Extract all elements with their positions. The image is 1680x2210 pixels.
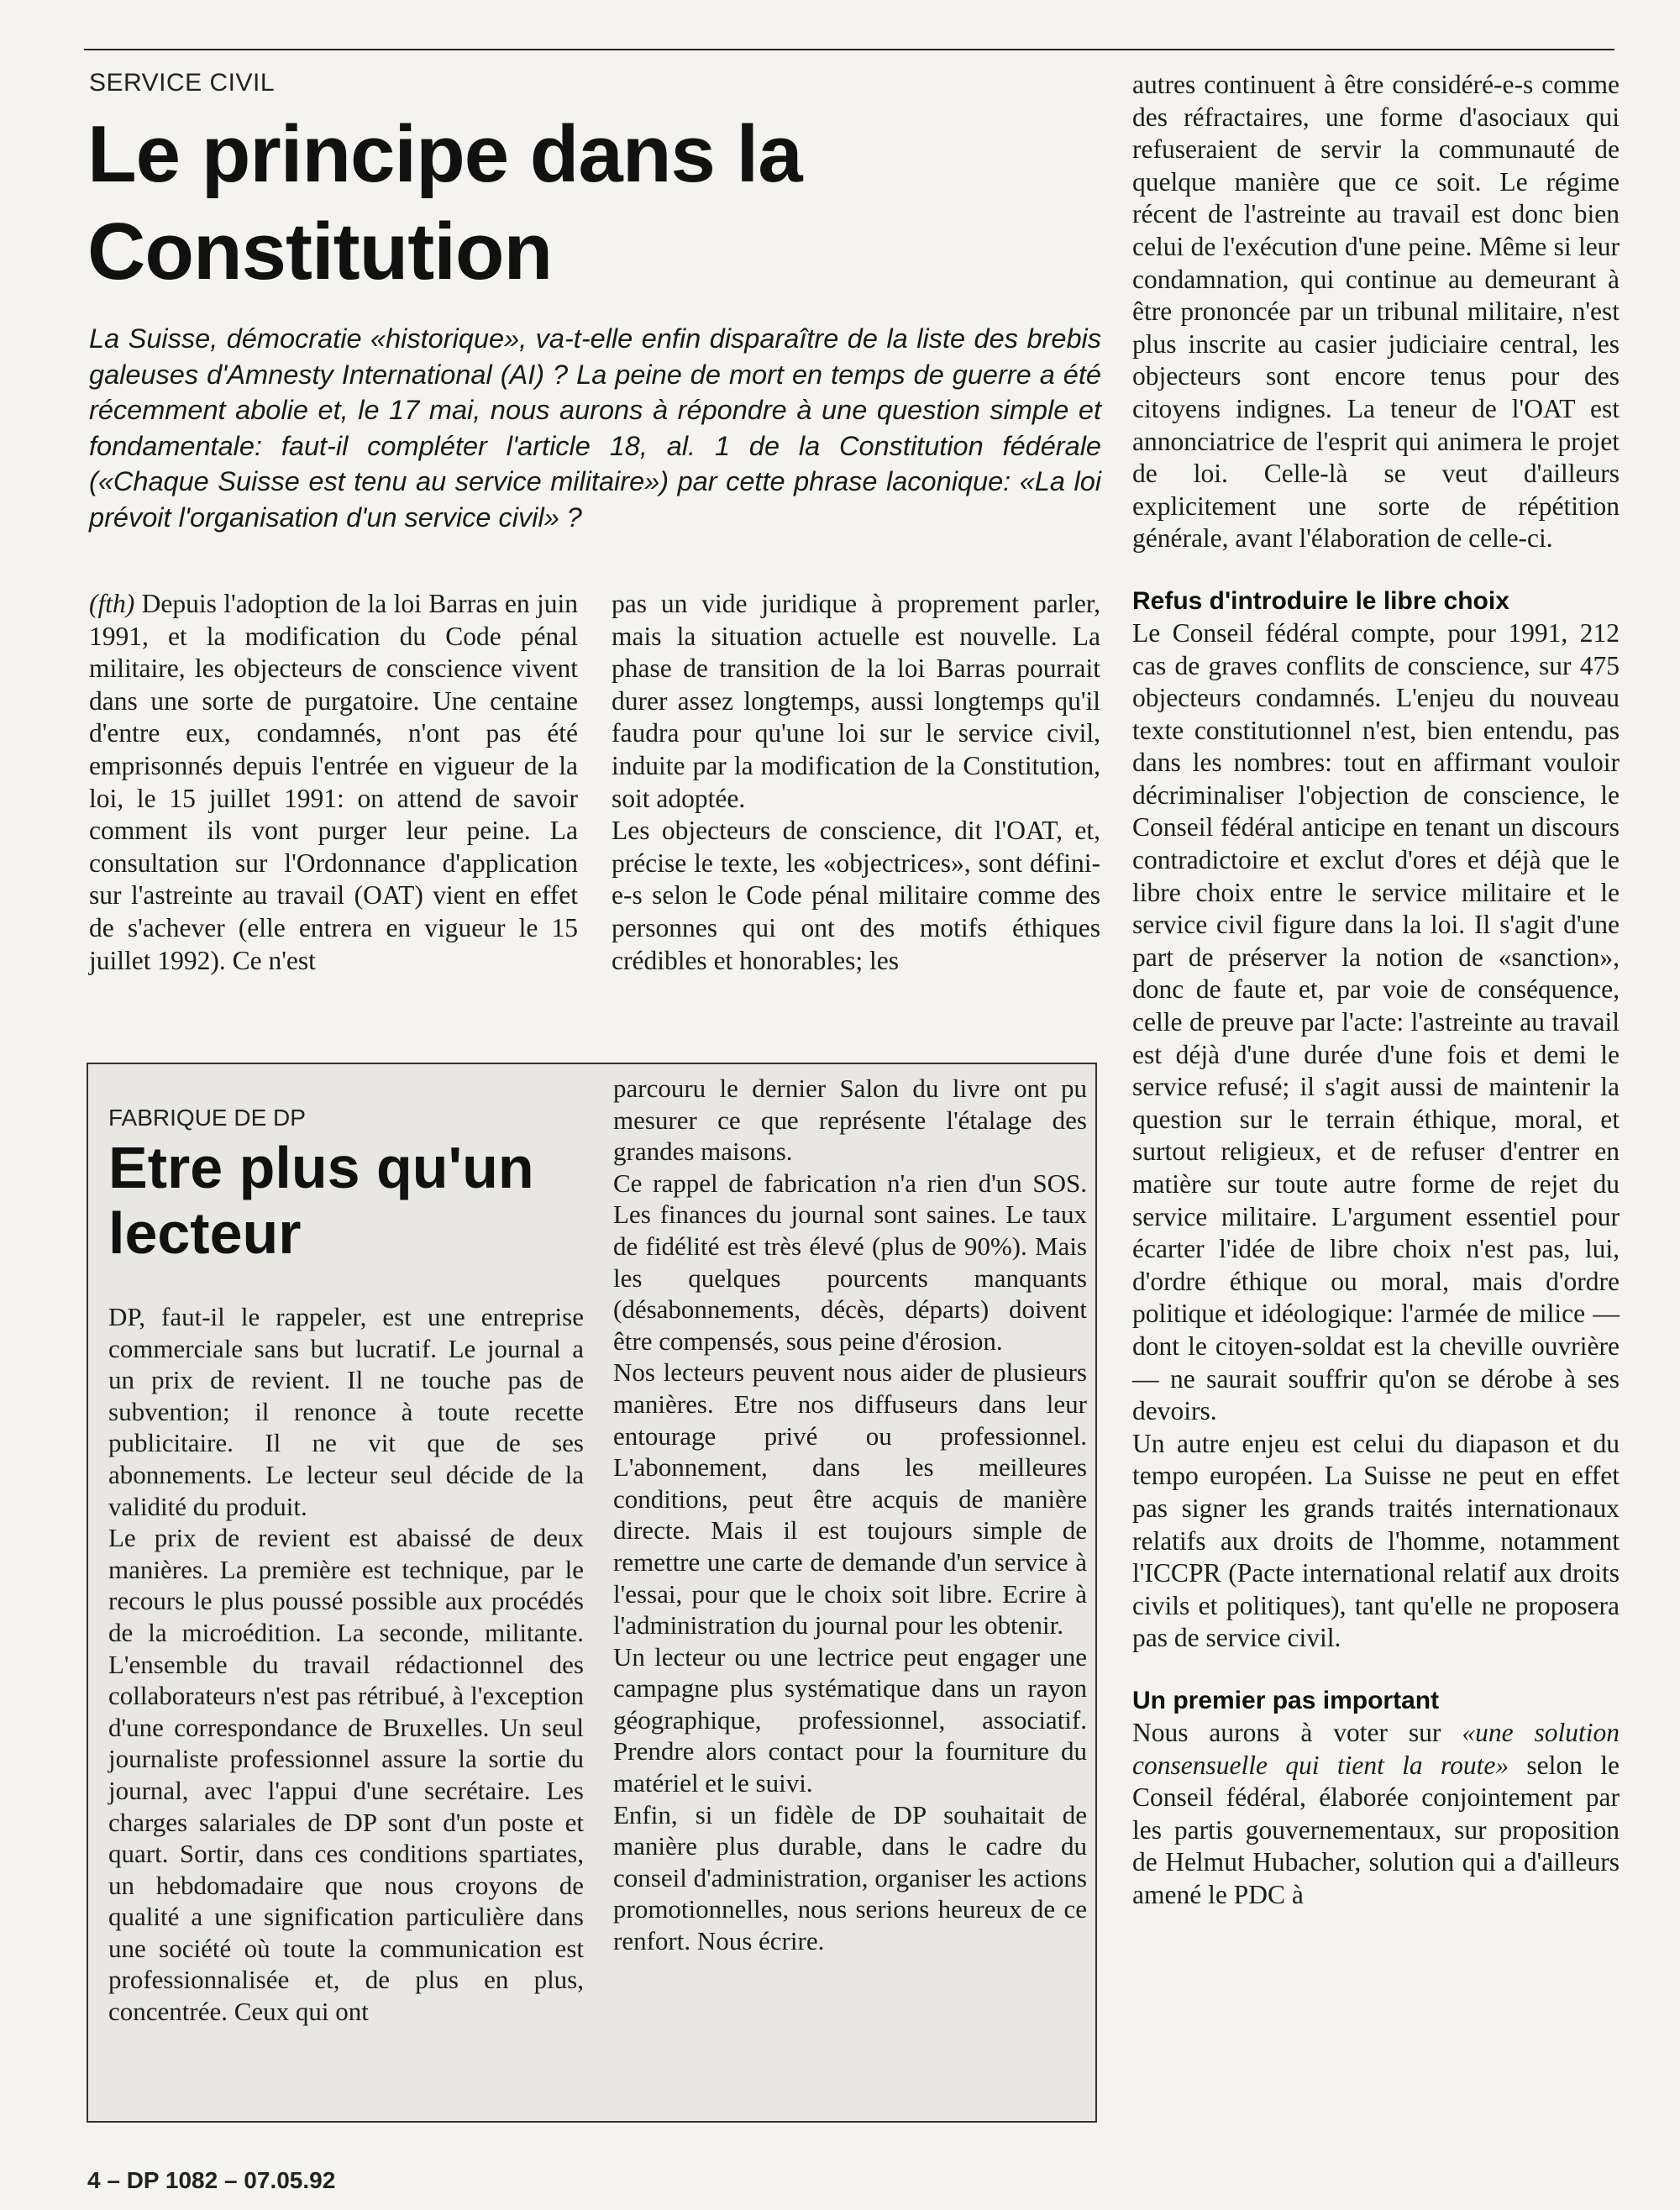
sidebar-paragraph: Le prix de revient est abaissé de deux manières. La première est technique, par le recours le plus poussé possible aux procédés de la microédition. La seconde, militante. L'ensemble du travail rédactionnel des collaborateurs n'est pas rétribué, à l'exception d'une correspondance de Bruxelles. Un seul journaliste professionnel assure la sortie du journal, avec l'appui d'une secrétaire. Les charges salariales de DP sont d'un poste et quart. Sortir, dans ces conditions spartiates, un hebdomadaire que nous croyons de qualité a une signification particulière dans une société où toute la communication est professionnalisée et, de plus en plus, concentrée. Ceux qui ont [108, 1523, 584, 2027]
article-column-2 [612, 588, 1100, 977]
sidebar-column-2 [613, 1073, 1087, 1957]
article-paragraph: Un autre enjeu est celui du diapason et du tempo européen. La Suisse ne peut en effet pas signer les grands traités internationaux relatifs aux droits de l'homme, notamment l'ICCPR (Pacte international relatif aux droits civils et politiques), tant qu'elle ne proposera pas de service civil. [1132, 1428, 1620, 1653]
sidebar-box [87, 1063, 1097, 2123]
article-title: Le principe dans la Constitution [87, 109, 802, 297]
section-kicker: SERVICE CIVIL [89, 69, 276, 97]
article-paragraph: Nous aurons à voter sur «une solution consensuelle qui tient la route» selon le Conseil fédéral, élaborée conjointement par les partis gouvernementaux, sur proposition de Helmut Hubacher, solution qui a d'ailleurs amené le PDC à [1132, 1717, 1620, 1909]
sidebar-paragraph: parcouru le dernier Salon du livre ont pu mesurer ce que représente l'étalage des grandes maisons. [613, 1074, 1087, 1167]
sidebar-paragraph: Ce rappel de fabrication n'a rien d'un SOS. Les finances du journal sont saines. Le taux de fidélité est très élevé (plus de 90%). Mais les quelques pourcents manquants (désabonnements, décès, départs) doivent être compensés, sous peine d'érosion. [613, 1168, 1087, 1356]
sidebar-paragraph: Enfin, si un fidèle de DP souhaitait de manière plus durable, dans le cadre du conseil d'administration, organiser les actions promotionnelles, nous serions heureux de ce renfort. Nous écrire. [613, 1799, 1087, 1956]
article-column-1 [89, 588, 578, 977]
sidebar-kicker: FABRIQUE DE DP [108, 1105, 306, 1131]
sidebar-title: Etre plus qu'un lecteur [108, 1135, 534, 1266]
byline: (fth) [89, 589, 135, 618]
article-paragraph: pas un vide juridique à proprement parler, mais la situation actuelle est nouvelle. La phase de transition de la loi Barras pourrait durer assez longtemps, aussi longtemps qu'il faudra pour qu'une loi sur le service civil, induite par la modification de la Constitution, soit adoptée. [612, 589, 1100, 813]
sidebar-paragraph: DP, faut-il le rappeler, est une entreprise commerciale sans but lucratif. Le journal a un prix de revient. Il ne touche pas de subvention; il renonce à toute recette publicitaire. Il ne vit que de ses abonnements. Le lecteur seul décide de la validité du produit. [108, 1302, 584, 1521]
article-paragraph: (fth) Depuis l'adoption de la loi Barras en juin 1991, et la modification du Code pénal militaire, les objecteurs de conscience vivent dans une sorte de purgatoire. Une centaine d'entre eux, condamnés, n'ont pas été emprisonnés depuis l'entrée en vigueur de la loi, le 15 juillet 1991: on attend de savoir comment ils vont purger leur peine. La consultation sur l'Ordonnance d'application sur l'astreinte au travail (OAT) vient en effet de s'achever (elle entrera en vigueur le 15 juillet 1992). Ce n'est [89, 589, 578, 975]
article-paragraph: autres continuent à être considéré-e-s comme des réfractaires, une forme d'asociaux qui refuseraient de servir la communauté de quelque manière que ce soit. Le régime récent de l'astreinte au travail est donc bien celui de l'exécution d'une peine. Même si leur condamnation, qui continue au demeurant à être prononcée par un tribunal militaire, n'est plus inscrite au casier judiciaire central, les objecteurs sont encore tenus pour des citoyens indignes. La teneur de l'OAT est annonciatrice de l'esprit qui animera le projet de loi. Celle-là se veut d'ailleurs explicitement une sorte de répétition générale, avant l'élaboration de celle-ci. [1132, 70, 1620, 554]
article-paragraph: Le Conseil fédéral compte, pour 1991, 212 cas de graves conflits de conscience, sur 475 objecteurs condamnés. L'enjeu du nouveau texte constitutionnel n'est, bien entendu, pas dans les nombres: tout en affirmant vouloir décriminaliser l'objection de conscience, le Conseil fédéral anticipe en tenant un discours contradictoire et exclut d'ores et déjà que le libre choix entre le service militaire et le service civil figure dans la loi. Il s'agit d'une part de préserver la notion de «sanction», donc de faute et, par voie de conséquence, celle de preuve par l'acte: l'astreinte au travail est déjà d'une durée d'une fois et demi le service refusé; il s'agit aussi de maintenir la question sur le terrain éthique, moral, et surtout religieux, et de refuser d'entrer en matière sur toute autre forme de rejet du service militaire. L'argument essentiel pour écarter l'idée de libre choix n'est pas, lui, d'ordre éthique ou moral, mais d'ordre politique et idéologique: l'armée de milice — dont le citoyen-soldat est la cheville ouvrière — ne saurait souffrir qu'on se dérobe à ses devoirs. [1132, 617, 1620, 1426]
subheading-premier-pas: Un premier pas important [1132, 1686, 1440, 1714]
top-rule [84, 49, 1614, 50]
article-paragraph: Les objecteurs de conscience, dit l'OAT, et, précise le texte, les «objectrices», sont défini-e-s selon le Code pénal militaire comme des personnes qui ont des motifs éthiques crédibles et honorables; les [612, 816, 1100, 975]
page-folio: 4 – DP 1082 – 07.05.92 [87, 2167, 336, 2193]
subheading-refus: Refus d'introduire le libre choix [1132, 586, 1509, 615]
article-column-3 [1132, 69, 1620, 1911]
article-lede: La Suisse, démocratie «historique», va-t-elle enfin disparaître de la liste des brebis galeuses d'Amnesty International (AI) ? La peine de mort en temps de guerre a été récemment abolie et, le 17 mai, nous aurons à répondre à une question simple et fondamentale: faut-il compléter l'article 18, al. 1 de la Constitution fédérale («Chaque Suisse est tenu au service militaire») par cette phrase laconique: «La loi prévoit l'organisation d'un service civil» ? [89, 323, 1101, 533]
sidebar-column-1 [108, 1301, 584, 2028]
sidebar-paragraph: Un lecteur ou une lectrice peut engager une campagne plus systématique dans un rayon géographique, professionnel, associatif. Prendre alors contact pour la fourniture du matériel et le suivi. [613, 1641, 1087, 1798]
sidebar-paragraph: Nos lecteurs peuvent nous aider de plusieurs manières. Etre nos diffuseurs dans leur entourage privé ou professionnel. L'abonnement, dans les meilleures conditions, peut être acquis de manière directe. Mais il est toujours simple de remettre une carte de demande d'un service à l'essai, pour que le choix soit libre. Ecrire à l'administration du journal pour les obtenir. [613, 1357, 1087, 1640]
